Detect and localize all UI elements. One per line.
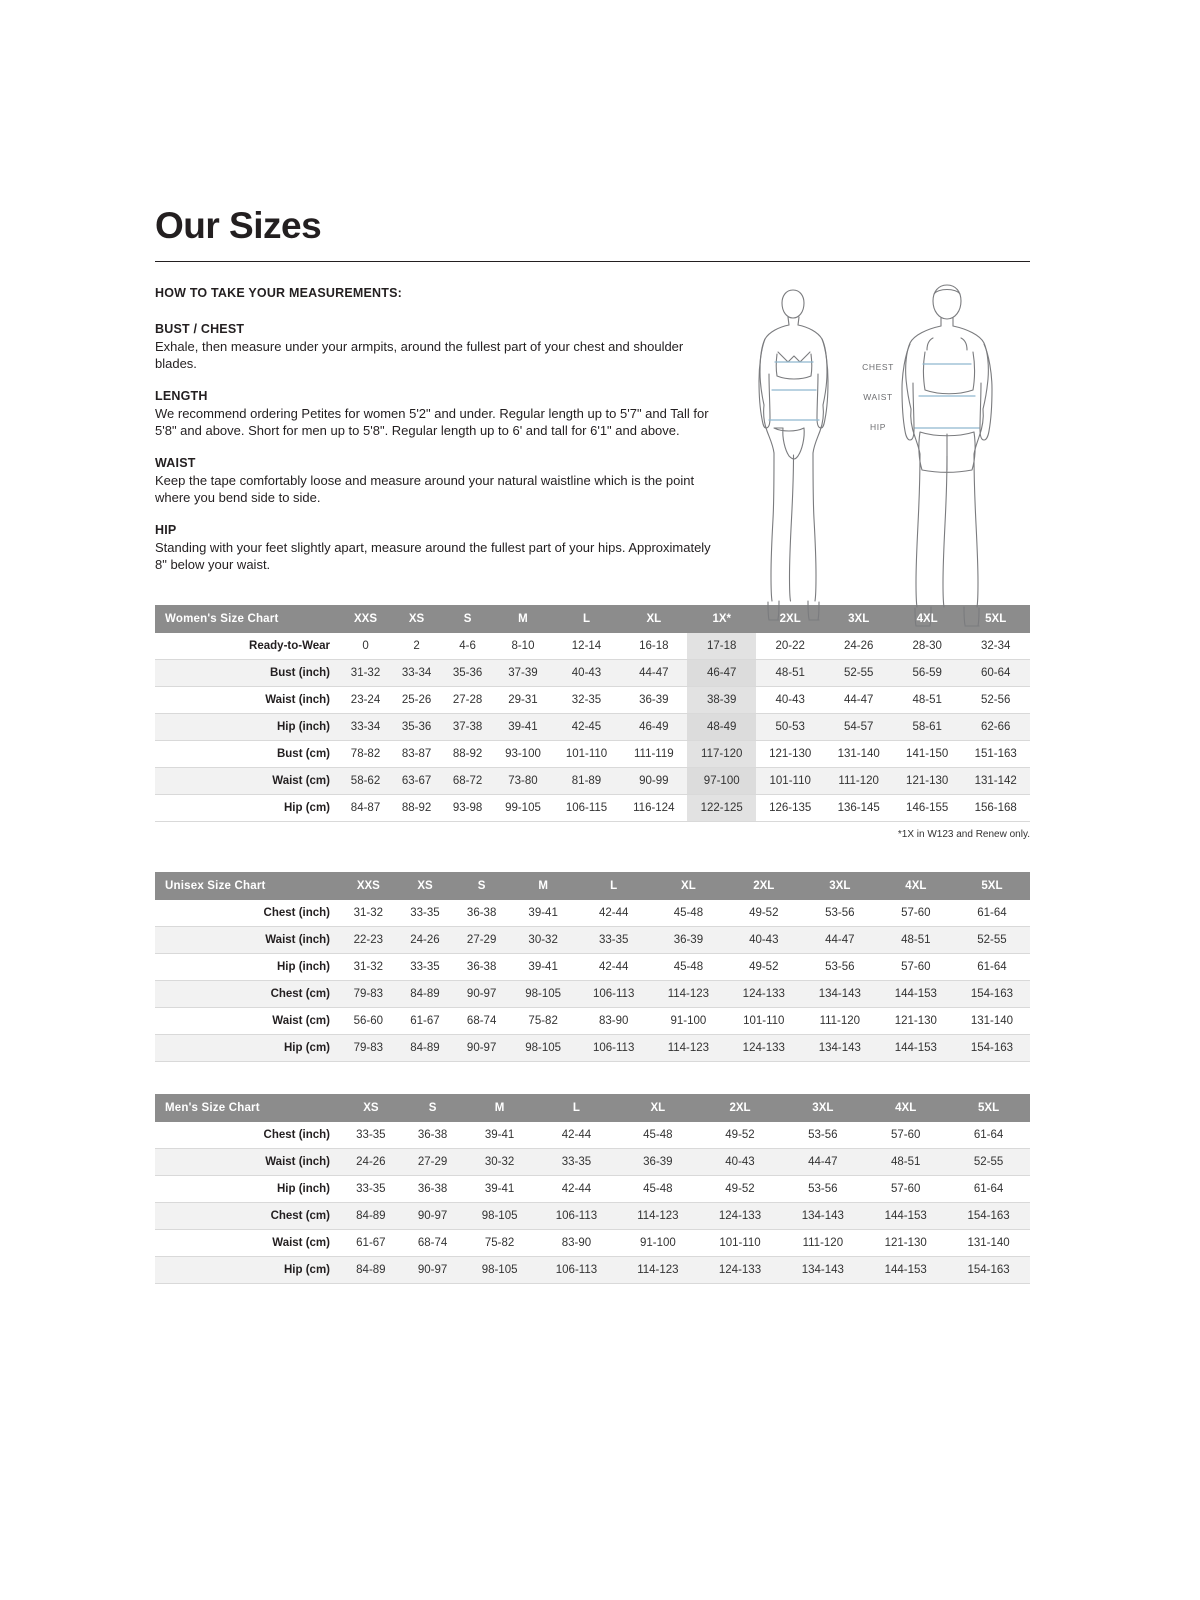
- mens-size-chart: [155, 1094, 1030, 1284]
- cell: 46-47: [687, 660, 755, 687]
- cell: 93-98: [452, 802, 483, 814]
- cell: 45-48: [673, 961, 704, 973]
- cell: 16-18: [639, 640, 669, 652]
- table-row: [155, 954, 1030, 981]
- cell: 131-140: [970, 1015, 1014, 1027]
- measurement-body: Exhale, then measure under your armpits, around the fullest part of your chest and shoulder blades.: [155, 339, 684, 371]
- cell: 116-124: [633, 802, 675, 814]
- table-header-row: [155, 1094, 1030, 1122]
- size-header-5xl: 5XL: [947, 1094, 1030, 1122]
- cell: 90-97: [466, 988, 497, 1000]
- cell: 83-90: [598, 1015, 629, 1027]
- cell: 126-135: [769, 802, 812, 814]
- cell: 84-87: [350, 802, 381, 814]
- content-area: [155, 205, 1030, 1284]
- cell: 106-113: [555, 1264, 598, 1276]
- cell: 101-110: [743, 1015, 785, 1027]
- row-label: Hip (cm): [284, 802, 330, 814]
- cell: 24-26: [843, 640, 874, 652]
- size-header-3xl: 3XL: [824, 605, 892, 633]
- table-row: [155, 687, 1030, 714]
- table-row: [155, 1203, 1030, 1230]
- cell: 60-64: [980, 667, 1011, 679]
- cell: 122-125: [687, 795, 755, 822]
- measurement-body: Keep the tape comfortably loose and measure around your natural waistline which is the point where you bend side to side.: [155, 473, 695, 505]
- cell: 83-87: [401, 748, 432, 760]
- cell: 61-64: [977, 961, 1007, 973]
- cell: 88-92: [401, 802, 432, 814]
- cell: 101-110: [769, 775, 811, 787]
- cell: 42-44: [561, 1183, 592, 1195]
- cell: 39-41: [528, 907, 558, 919]
- table-row: [155, 1176, 1030, 1203]
- cell: 52-56: [980, 694, 1011, 706]
- size-header-l: L: [553, 605, 620, 633]
- cell: 58-61: [912, 721, 942, 733]
- table-row: [155, 1149, 1030, 1176]
- cell: 134-143: [801, 1264, 844, 1276]
- cell: 49-52: [725, 1129, 755, 1141]
- cell: 98-105: [481, 1264, 518, 1276]
- row-label: Waist (inch): [265, 934, 330, 946]
- cell: 48-51: [775, 667, 805, 679]
- womens-size-chart: [155, 605, 1030, 840]
- size-header-m: M: [510, 872, 576, 900]
- row-label: Chest (inch): [263, 1129, 330, 1141]
- cell: 90-99: [639, 775, 669, 787]
- size-header-s: S: [453, 872, 510, 900]
- cell: 52-55: [973, 1156, 1004, 1168]
- size-header-4xl: 4XL: [878, 872, 954, 900]
- measurement-block-bust-chest: [155, 322, 715, 372]
- cell: 45-48: [643, 1129, 673, 1141]
- cell: 154-163: [967, 1264, 1010, 1276]
- cell: 91-100: [670, 1015, 707, 1027]
- figure-label-chest: CHEST: [862, 362, 894, 372]
- cell: 53-56: [825, 961, 855, 973]
- cell: 58-62: [350, 775, 381, 787]
- measurement-body: Standing with your feet slightly apart, measure around the fullest part of your hips. Approximately 8" below your waist.: [155, 540, 711, 572]
- cell: 36-38: [466, 907, 497, 919]
- cell: 78-82: [350, 748, 381, 760]
- table-row: [155, 981, 1030, 1008]
- cell: 144-153: [884, 1264, 927, 1276]
- measurement-heading: LENGTH: [155, 389, 208, 403]
- cell: 79-83: [353, 1042, 384, 1054]
- cell: 75-82: [484, 1237, 515, 1249]
- cell: 98-105: [525, 988, 562, 1000]
- size-header-m: M: [493, 605, 553, 633]
- cell: 24-26: [356, 1156, 386, 1168]
- cell: 39-41: [528, 961, 558, 973]
- row-label: Hip (cm): [284, 1042, 330, 1054]
- body-figures-illustration: [755, 280, 1035, 630]
- size-header-5xl: 5XL: [961, 605, 1030, 633]
- cell: 42-45: [571, 721, 602, 733]
- cell: 36-38: [417, 1129, 448, 1141]
- cell: 57-60: [901, 961, 931, 973]
- size-header-xl: XL: [617, 1094, 698, 1122]
- cell: 39-41: [508, 721, 538, 733]
- cell: 111-120: [838, 775, 879, 787]
- womens-footnote: *1X in W123 and Renew only.: [897, 829, 1030, 840]
- cell: 88-92: [452, 748, 483, 760]
- row-label: Bust (inch): [269, 667, 330, 679]
- cell: 131-140: [967, 1237, 1010, 1249]
- cell: 49-52: [749, 961, 779, 973]
- cell: 61-64: [977, 907, 1007, 919]
- table-row: [155, 1257, 1030, 1284]
- cell: 57-60: [901, 907, 931, 919]
- cell: 40-43: [571, 667, 602, 679]
- table-row: [155, 1230, 1030, 1257]
- cell: 75-82: [528, 1015, 558, 1027]
- figures-svg: [755, 280, 1035, 630]
- cell: 146-155: [906, 802, 949, 814]
- cell: 52-55: [977, 934, 1007, 946]
- mens-chart-title: Men's Size Chart: [155, 1094, 340, 1122]
- cell: 106-113: [592, 1042, 635, 1054]
- cell: 28-30: [912, 640, 942, 652]
- row-label: Chest (cm): [270, 1210, 330, 1222]
- row-label: Hip (inch): [276, 721, 330, 733]
- row-label: Waist (cm): [272, 775, 330, 787]
- womens-chart-title: Women's Size Chart: [155, 605, 340, 633]
- cell: 84-89: [410, 988, 440, 1000]
- cell: 62-66: [980, 721, 1011, 733]
- cell: 111-120: [819, 1015, 861, 1027]
- table-row: [155, 900, 1030, 927]
- cell: 20-22: [775, 640, 805, 652]
- cell: 73-80: [508, 775, 538, 787]
- measurement-instructions: [155, 322, 715, 573]
- cell: 27-29: [466, 934, 497, 946]
- table-row: [155, 633, 1030, 660]
- cell: 136-145: [837, 802, 880, 814]
- cell: 61-67: [410, 1015, 440, 1027]
- cell: 33-34: [350, 721, 381, 733]
- cell: 39-41: [484, 1129, 515, 1141]
- cell: 131-142: [974, 775, 1017, 787]
- size-header-2xl: 2XL: [726, 872, 802, 900]
- figure-label-waist: WAIST: [863, 392, 893, 402]
- cell: 48-51: [901, 934, 931, 946]
- cell: 151-163: [974, 748, 1017, 760]
- cell: 79-83: [353, 988, 384, 1000]
- cell: 36-38: [466, 961, 497, 973]
- measurement-block-length: [155, 389, 715, 439]
- female-figure-icon: [759, 290, 828, 620]
- cell: 35-36: [401, 721, 432, 733]
- size-header-2xl: 2XL: [756, 605, 824, 633]
- cell: 36-38: [417, 1183, 448, 1195]
- row-label: Waist (cm): [272, 1237, 330, 1249]
- cell: 30-32: [528, 934, 558, 946]
- figure-measurement-labels: [855, 362, 901, 452]
- cell: 97-100: [687, 768, 755, 795]
- cell: 81-89: [571, 775, 602, 787]
- cell: 57-60: [890, 1183, 921, 1195]
- size-header-5xl: 5XL: [954, 872, 1030, 900]
- cell: 37-39: [508, 667, 538, 679]
- cell: 31-32: [350, 667, 381, 679]
- cell: 33-35: [356, 1183, 386, 1195]
- unisex-size-table: [155, 872, 1030, 1062]
- table-row: [155, 714, 1030, 741]
- size-header-xs: XS: [391, 605, 442, 633]
- size-header-3xl: 3XL: [802, 872, 878, 900]
- figure-label-hip: HIP: [870, 422, 886, 432]
- cell: 38-39: [687, 687, 755, 714]
- cell: 33-35: [356, 1129, 386, 1141]
- cell: 24-26: [410, 934, 440, 946]
- male-figure-icon: [902, 285, 992, 626]
- cell: 111-120: [802, 1237, 844, 1249]
- cell: 144-153: [884, 1210, 927, 1222]
- cell: 2: [413, 640, 420, 652]
- cell: 33-35: [561, 1156, 592, 1168]
- title-divider: [155, 261, 1030, 262]
- cell: 106-113: [592, 988, 635, 1000]
- size-header-4xl: 4XL: [893, 605, 961, 633]
- cell: 114-123: [667, 1042, 710, 1054]
- cell: 63-67: [401, 775, 432, 787]
- cell: 68-74: [466, 1015, 497, 1027]
- cell: 114-123: [637, 1210, 679, 1222]
- cell: 40-43: [775, 694, 805, 706]
- cell: 23-24: [350, 694, 381, 706]
- row-label: Chest (cm): [270, 988, 330, 1000]
- howto-heading: HOW TO TAKE YOUR MEASUREMENTS:: [155, 286, 402, 300]
- cell: 12-14: [571, 640, 602, 652]
- cell: 106-113: [555, 1210, 598, 1222]
- cell: 134-143: [801, 1210, 844, 1222]
- measurement-block-hip: [155, 523, 715, 573]
- size-header-4xl: 4XL: [864, 1094, 947, 1122]
- measurement-heading: BUST / CHEST: [155, 322, 245, 336]
- cell: 98-105: [481, 1210, 518, 1222]
- cell: 29-31: [508, 694, 538, 706]
- row-label: Ready-to-Wear: [249, 640, 330, 652]
- size-header-l: L: [536, 1094, 617, 1122]
- row-label: Waist (inch): [265, 1156, 330, 1168]
- cell: 32-35: [571, 694, 602, 706]
- cell: 134-143: [818, 1042, 861, 1054]
- cell: 124-133: [718, 1210, 762, 1222]
- cell: 45-48: [643, 1183, 673, 1195]
- cell: 42-44: [598, 961, 629, 973]
- mens-size-table: [155, 1094, 1030, 1284]
- size-header-1x: 1X*: [687, 605, 755, 633]
- cell: 33-35: [410, 907, 440, 919]
- row-label: Chest (inch): [263, 907, 330, 919]
- size-header-xl: XL: [651, 872, 726, 900]
- row-label: Hip (cm): [284, 1264, 330, 1276]
- cell: 17-18: [687, 633, 755, 660]
- cell: 84-89: [356, 1264, 386, 1276]
- row-label: Waist (inch): [265, 694, 330, 706]
- cell: 124-133: [718, 1264, 762, 1276]
- cell: 48-51: [912, 694, 942, 706]
- cell: 33-35: [598, 934, 629, 946]
- table-row: [155, 660, 1030, 687]
- cell: 44-47: [843, 694, 874, 706]
- cell: 99-105: [505, 802, 541, 814]
- cell: 124-133: [742, 988, 785, 1000]
- cell: 44-47: [808, 1156, 838, 1168]
- size-header-2xl: 2XL: [699, 1094, 782, 1122]
- cell: 52-55: [843, 667, 874, 679]
- unisex-size-chart: [155, 872, 1030, 1062]
- cell: 4-6: [459, 640, 476, 652]
- cell: 36-39: [639, 694, 669, 706]
- cell: 111-119: [633, 748, 674, 760]
- cell: 46-49: [639, 721, 669, 733]
- cell: 154-163: [970, 1042, 1014, 1054]
- cell: 49-52: [725, 1183, 755, 1195]
- cell: 144-153: [894, 1042, 937, 1054]
- size-header-xxs: XXS: [340, 605, 391, 633]
- cell: 106-115: [565, 802, 608, 814]
- measurement-body: We recommend ordering Petites for women 5'2" and under. Regular length up to 5'7" and Tall for 5'8" and above. Short for men up to 5'8". Regular length up to 6' and tall for 6'1" and above.: [155, 406, 709, 438]
- unisex-chart-title: Unisex Size Chart: [155, 872, 340, 900]
- cell: 48-51: [890, 1156, 921, 1168]
- table-row: [155, 768, 1030, 795]
- cell: 98-105: [525, 1042, 562, 1054]
- cell: 101-110: [719, 1237, 761, 1249]
- table-row: [155, 1122, 1030, 1149]
- cell: 31-32: [353, 907, 384, 919]
- cell: 61-64: [973, 1183, 1004, 1195]
- size-header-m: M: [463, 1094, 535, 1122]
- cell: 121-130: [769, 748, 812, 760]
- cell: 33-34: [401, 667, 432, 679]
- size-header-xs: XS: [340, 1094, 402, 1122]
- cell: 93-100: [505, 748, 541, 760]
- cell: 42-44: [598, 907, 629, 919]
- cell: 141-150: [906, 748, 949, 760]
- cell: 56-59: [912, 667, 942, 679]
- cell: 83-90: [561, 1237, 592, 1249]
- table-row: [155, 1035, 1030, 1062]
- table-row: [155, 741, 1030, 768]
- cell: 48-49: [687, 714, 755, 741]
- cell: 154-163: [967, 1210, 1010, 1222]
- size-header-l: L: [576, 872, 651, 900]
- cell: 101-110: [565, 748, 608, 760]
- cell: 37-38: [452, 721, 483, 733]
- cell: 44-47: [639, 667, 669, 679]
- row-label: Hip (inch): [276, 961, 330, 973]
- page-title: Our Sizes: [155, 205, 322, 246]
- cell: 61-64: [973, 1129, 1004, 1141]
- cell: 91-100: [639, 1237, 676, 1249]
- cell: 36-39: [673, 934, 704, 946]
- cell: 40-43: [749, 934, 779, 946]
- cell: 0: [362, 640, 369, 652]
- cell: 154-163: [970, 988, 1014, 1000]
- cell: 61-67: [356, 1237, 386, 1249]
- measurement-heading: WAIST: [155, 456, 196, 470]
- cell: 39-41: [484, 1183, 515, 1195]
- cell: 156-168: [974, 802, 1017, 814]
- size-header-xxs: XXS: [340, 872, 397, 900]
- size-header-s: S: [442, 605, 493, 633]
- table-row: [155, 795, 1030, 822]
- cell: 22-23: [353, 934, 384, 946]
- cell: 36-39: [643, 1156, 673, 1168]
- cell: 25-26: [401, 694, 432, 706]
- cell: 42-44: [561, 1129, 592, 1141]
- cell: 134-143: [818, 988, 861, 1000]
- row-label: Waist (cm): [272, 1015, 330, 1027]
- cell: 32-34: [980, 640, 1011, 652]
- cell: 54-57: [843, 721, 874, 733]
- cell: 53-56: [825, 907, 855, 919]
- cell: 45-48: [673, 907, 704, 919]
- size-header-s: S: [402, 1094, 464, 1122]
- cell: 84-89: [410, 1042, 440, 1054]
- cell: 57-60: [890, 1129, 921, 1141]
- cell: 121-130: [906, 775, 949, 787]
- cell: 90-97: [417, 1264, 448, 1276]
- row-label: Bust (cm): [276, 748, 330, 760]
- cell: 117-120: [687, 741, 755, 768]
- cell: 27-28: [452, 694, 483, 706]
- cell: 44-47: [825, 934, 855, 946]
- row-label: Hip (inch): [276, 1183, 330, 1195]
- measurement-block-waist: [155, 456, 715, 506]
- table-row: [155, 927, 1030, 954]
- size-header-3xl: 3XL: [781, 1094, 864, 1122]
- cell: 131-140: [837, 748, 880, 760]
- cell: 8-10: [511, 640, 535, 652]
- womens-size-table: [155, 605, 1030, 822]
- cell: 90-97: [466, 1042, 497, 1054]
- cell: 33-35: [410, 961, 440, 973]
- cell: 124-133: [742, 1042, 785, 1054]
- cell: 90-97: [417, 1210, 448, 1222]
- cell: 40-43: [725, 1156, 755, 1168]
- cell: 121-130: [884, 1237, 927, 1249]
- cell: 121-130: [894, 1015, 937, 1027]
- size-header-xs: XS: [397, 872, 454, 900]
- cell: 144-153: [894, 988, 937, 1000]
- cell: 27-29: [417, 1156, 448, 1168]
- cell: 35-36: [452, 667, 483, 679]
- cell: 31-32: [353, 961, 384, 973]
- cell: 49-52: [749, 907, 779, 919]
- table-row: [155, 1008, 1030, 1035]
- table-header-row: [155, 872, 1030, 900]
- cell: 30-32: [484, 1156, 515, 1168]
- cell: 68-74: [417, 1237, 448, 1249]
- cell: 50-53: [775, 721, 805, 733]
- size-header-xl: XL: [620, 605, 687, 633]
- cell: 114-123: [637, 1264, 679, 1276]
- measurement-heading: HIP: [155, 523, 177, 537]
- cell: 114-123: [667, 988, 710, 1000]
- cell: 53-56: [808, 1183, 838, 1195]
- cell: 56-60: [353, 1015, 384, 1027]
- cell: 84-89: [356, 1210, 386, 1222]
- cell: 53-56: [808, 1129, 838, 1141]
- cell: 68-72: [452, 775, 483, 787]
